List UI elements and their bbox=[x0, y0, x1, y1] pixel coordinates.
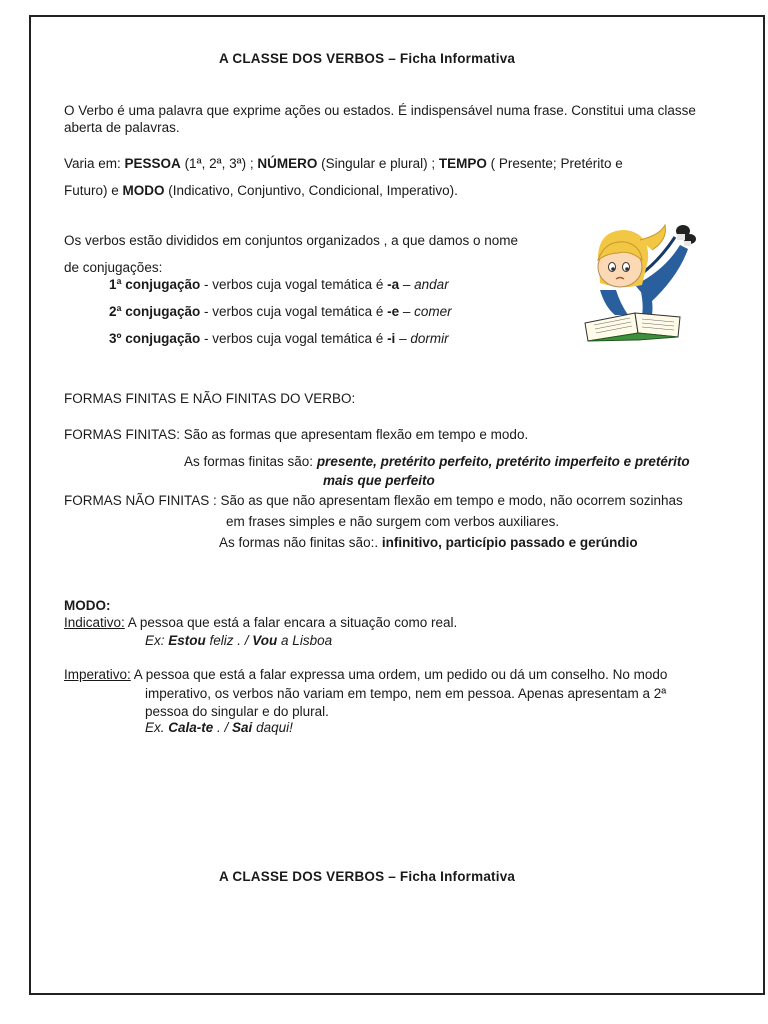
conjugation-1: 1ª conjugação - verbos cuja vogal temática é -a – andar bbox=[109, 277, 449, 292]
formas-finitas-list: As formas finitas são: presente, pretérito perfeito, pretérito imperfeito e pretérito bbox=[184, 454, 690, 469]
intro-line-1: O Verbo é uma palavra que exprime ações ou estados. É indispensável numa frase. Constitui uma classe bbox=[64, 103, 696, 118]
formas-nao-finitas: FORMAS NÃO FINITAS : São as que não apresentam flexão em tempo e modo, não ocorrem sozinhas bbox=[64, 493, 683, 508]
formas-finitas: FORMAS FINITAS: São as formas que apresentam flexão em tempo e modo. bbox=[64, 427, 529, 442]
conjugation-3: 3º conjugação - verbos cuja vogal temática é -i – dormir bbox=[109, 331, 449, 346]
modo-heading: MODO: bbox=[64, 598, 111, 613]
imperativo-line-2: imperativo, os verbos não variam em tempo, nem em pessoa. Apenas apresentam a 2ª bbox=[145, 686, 667, 701]
formas-finitas-list-cont: mais que perfeito bbox=[323, 473, 435, 488]
formas-nao-finitas-cont: em frases simples e não surgem com verbos auxiliares. bbox=[226, 514, 560, 529]
conjugation-2: 2ª conjugação - verbos cuja vogal temática é -e – comer bbox=[109, 304, 452, 319]
imperativo-line-3: pessoa do singular e do plural. bbox=[145, 704, 329, 719]
varia-line-2: Futuro) e MODO (Indicativo, Conjuntivo, Condicional, Imperativo). bbox=[64, 183, 458, 198]
page-title-bottom: A CLASSE DOS VERBOS – Ficha Informativa bbox=[219, 869, 516, 884]
formas-nao-finitas-list: As formas não finitas são:. infinitivo, particípio passado e gerúndio bbox=[219, 535, 638, 550]
conj-intro-2: de conjugações: bbox=[64, 260, 163, 275]
imperativo-example: Ex. Cala-te . / Sai daqui! bbox=[145, 720, 293, 735]
formas-heading: FORMAS FINITAS E NÃO FINITAS DO VERBO: bbox=[64, 391, 356, 406]
indicativo-line: Indicativo: A pessoa que está a falar encara a situação como real. bbox=[64, 615, 458, 630]
page-title: A CLASSE DOS VERBOS – Ficha Informativa bbox=[219, 51, 516, 66]
girl-reading-illustration bbox=[580, 215, 700, 345]
imperativo-line-1: Imperativo: A pessoa que está a falar expressa uma ordem, um pedido ou dá um conselho. No modo bbox=[64, 667, 668, 682]
conj-intro-1: Os verbos estão divididos em conjuntos organizados , a que damos o nome bbox=[64, 233, 519, 248]
intro-line-2: aberta de palavras. bbox=[64, 120, 180, 135]
indicativo-example: Ex: Estou feliz . / Vou a Lisboa bbox=[145, 633, 333, 648]
varia-line-1: Varia em: PESSOA (1ª, 2ª, 3ª) ; NÚMERO (Singular e plural) ; TEMPO ( Presente; Pretérito e bbox=[64, 156, 623, 171]
